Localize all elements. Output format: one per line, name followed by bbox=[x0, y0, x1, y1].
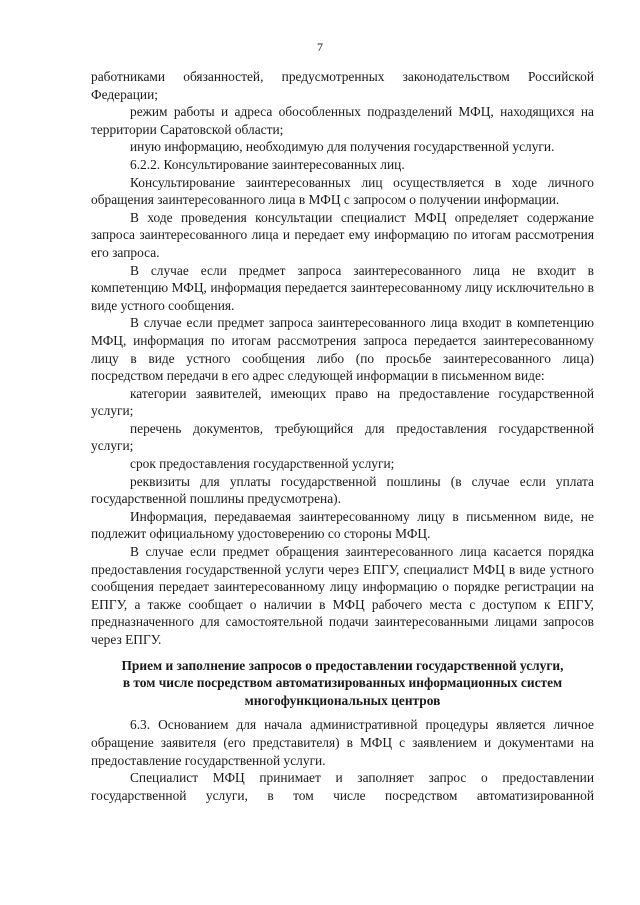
list-item: реквизиты для уплаты государственной пошлины (в случае если уплата государственной пошлины предусмотрена). bbox=[91, 473, 594, 507]
paragraph: иную информацию, необходимую для получения государственной услуги. bbox=[130, 139, 555, 155]
paragraph: В случае если предмет обращения заинтересованного лица касается порядка предоставления государственной услуги через ЕПГУ, специалист МФЦ в виде устного сообщения передает заинтересованному лицу информацию о порядке регистрации на ЕПГУ, а также сообщает о наличии в МФЦ рабочего места с доступом к ЕПГУ, предназначенного для самостоятельной подачи заинтересованными лицами запросов через ЕПГУ. bbox=[91, 544, 594, 647]
paragraph: Информация, передаваемая заинтересованному лицу в письменном виде, не подлежит официальному удостоверению со стороны МФЦ. bbox=[91, 508, 594, 542]
paragraph: работниками обязанностей, предусмотренных законодательством Российской Федерации; bbox=[91, 69, 594, 102]
list-item: категории заявителей, имеющих право на предоставление государственной услуги; bbox=[91, 385, 594, 419]
section-heading bbox=[91, 657, 594, 710]
heading-line: Прием и заполнение запросов о предоставлении государственной услуги, bbox=[121, 657, 564, 673]
paragraph: режим работы и адреса обособленных подразделений МФЦ, находящихся на территории Саратовской области; bbox=[91, 104, 594, 137]
document-body bbox=[91, 68, 594, 804]
paragraph: Консультирование заинтересованных лиц осуществляется в ходе личного обращения заинтересованного лица в МФЦ с запросом о получении информации. bbox=[91, 174, 594, 208]
list-item: перечень документов, требующийся для предоставления государственной услуги; bbox=[91, 420, 594, 454]
paragraph: 6.2.2. Консультирование заинтересованных лиц. bbox=[130, 156, 405, 172]
page-number: 7 bbox=[317, 40, 323, 54]
heading-line: в том числе посредством автоматизированных информационных систем bbox=[122, 675, 563, 691]
paragraph: Специалист МФЦ принимает и заполняет запрос о предоставлении государственной услуги, в том числе посредством автоматизированной bbox=[91, 770, 594, 803]
list-item: срок предоставления государственной услуги; bbox=[130, 456, 395, 472]
paragraph: В ходе проведения консультации специалист МФЦ определяет содержание запроса заинтересованного лица и передает ему информацию по итогам рассмотрения его запроса. bbox=[91, 209, 594, 260]
paragraph: В случае если предмет запроса заинтересованного лица входит в компетенцию МФЦ, информация по итогам рассмотрения запроса передается заинтересованному лицу в виде устного сообщения либо (по просьбе заинтересованного лица) посредством передачи в его адрес следующей информации в письменном виде: bbox=[91, 315, 594, 384]
paragraph: 6.3. Основанием для начала административной процедуры является личное обращение заявителя (его представителя) в МФЦ с заявлением и документами на предоставление государственной услуги. bbox=[91, 717, 594, 768]
paragraph: В случае если предмет запроса заинтересованного лица не входит в компетенцию МФЦ, информация передается заинтересованному лицу исключительно в виде устного сообщения. bbox=[91, 262, 594, 313]
heading-line: многофункциональных центров bbox=[244, 692, 441, 708]
